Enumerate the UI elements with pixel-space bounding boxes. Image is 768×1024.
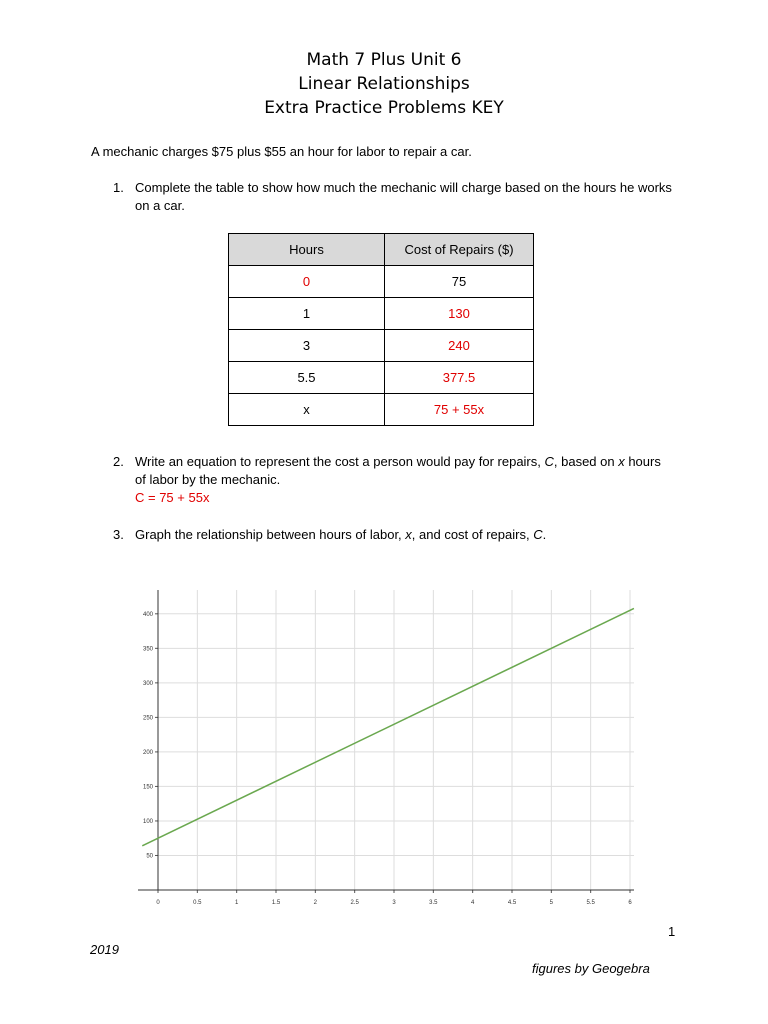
table-cell-hours: 3: [229, 330, 385, 362]
x-tick-label: 2: [313, 900, 318, 906]
x-tick-label: 1: [234, 900, 239, 906]
table-header-row: [229, 234, 534, 266]
q2-answer: C = 75 + 55x: [135, 490, 210, 505]
q3-text-a: Graph the relationship between hours of labor,: [135, 527, 406, 542]
y-tick-label: 150: [142, 784, 153, 791]
document-title: [0, 48, 768, 120]
y-tick-label: 350: [142, 646, 153, 653]
cost-graph: [120, 590, 640, 920]
x-tick-label: 4.5: [507, 900, 517, 906]
table-body: [229, 266, 534, 426]
table-cell-cost: 75 + 55x: [385, 394, 534, 426]
table-row: [229, 266, 534, 298]
q2-text-c: hours of labor by the mechanic.: [135, 454, 661, 487]
q3-var-x: x: [405, 527, 412, 542]
graph-background: [120, 590, 640, 910]
x-tick-label: 5: [549, 900, 554, 906]
table-row: [229, 394, 534, 426]
footer-credit: figures by Geogebra: [532, 961, 650, 976]
x-tick-label: 6: [628, 900, 632, 906]
question-1-number: 1.: [113, 180, 124, 195]
table-cell-hours: x: [229, 394, 385, 426]
y-tick-label: 400: [142, 611, 153, 618]
q3-text-c: .: [542, 527, 547, 542]
q2-text-a: Write an equation to represent the cost a person would pay for repairs,: [135, 454, 545, 469]
q2-var-x: x: [618, 454, 625, 469]
x-tick-label: 0.5: [193, 900, 202, 906]
y-tick-label: 300: [142, 680, 153, 687]
x-tick-label: 0: [156, 900, 160, 906]
table-row: [229, 330, 534, 362]
title-line-2: Linear Relationships: [298, 74, 470, 94]
table-cell-cost: 130: [385, 298, 534, 330]
q3-var-c: C: [533, 527, 543, 542]
table-header-cost: Cost of Repairs ($): [385, 234, 534, 266]
question-2-number: 2.: [113, 454, 124, 469]
table-cell-hours: 0: [229, 266, 385, 298]
q2-text-b: , based on: [553, 454, 619, 469]
x-tick-label: 3: [392, 900, 396, 906]
x-tick-label: 2.5: [350, 900, 359, 906]
question-1-text: Complete the table to show how much the mechanic will charge based on the hours he works on a car.: [135, 180, 672, 213]
table-cell-hours: 1: [229, 298, 385, 330]
q2-var-c: C: [544, 454, 554, 469]
table-cell-cost: 240: [385, 330, 534, 362]
cost-table: [228, 233, 534, 426]
page-number: 1: [668, 924, 676, 939]
table-cell-cost: 75: [385, 266, 534, 298]
q3-text-b: , and cost of repairs,: [411, 527, 534, 542]
y-tick-label: 50: [146, 853, 153, 860]
problem-intro: A mechanic charges $75 plus $55 an hour for labor to repair a car.: [91, 144, 472, 159]
y-tick-label: 250: [142, 715, 153, 722]
x-tick-label: 4: [470, 900, 475, 906]
question-3-number: 3.: [113, 527, 124, 542]
title-line-1: Math 7 Plus Unit 6: [306, 50, 462, 70]
table-row: [229, 298, 534, 330]
table-row: [229, 362, 534, 394]
x-tick-label: 5.5: [586, 900, 595, 906]
x-tick-label: 3.5: [429, 900, 438, 906]
table-cell-hours: 5.5: [229, 362, 385, 394]
y-tick-label: 200: [142, 749, 153, 756]
footer-year: 2019: [90, 942, 119, 957]
table-cell-cost: 377.5: [385, 362, 534, 394]
title-line-3: Extra Practice Problems KEY: [264, 98, 504, 118]
y-tick-label: 100: [142, 818, 153, 825]
table-header-hours: Hours: [229, 234, 385, 266]
question-3-text: [135, 526, 675, 544]
question-2-text: [135, 453, 675, 507]
x-tick-label: 1.5: [271, 900, 281, 906]
